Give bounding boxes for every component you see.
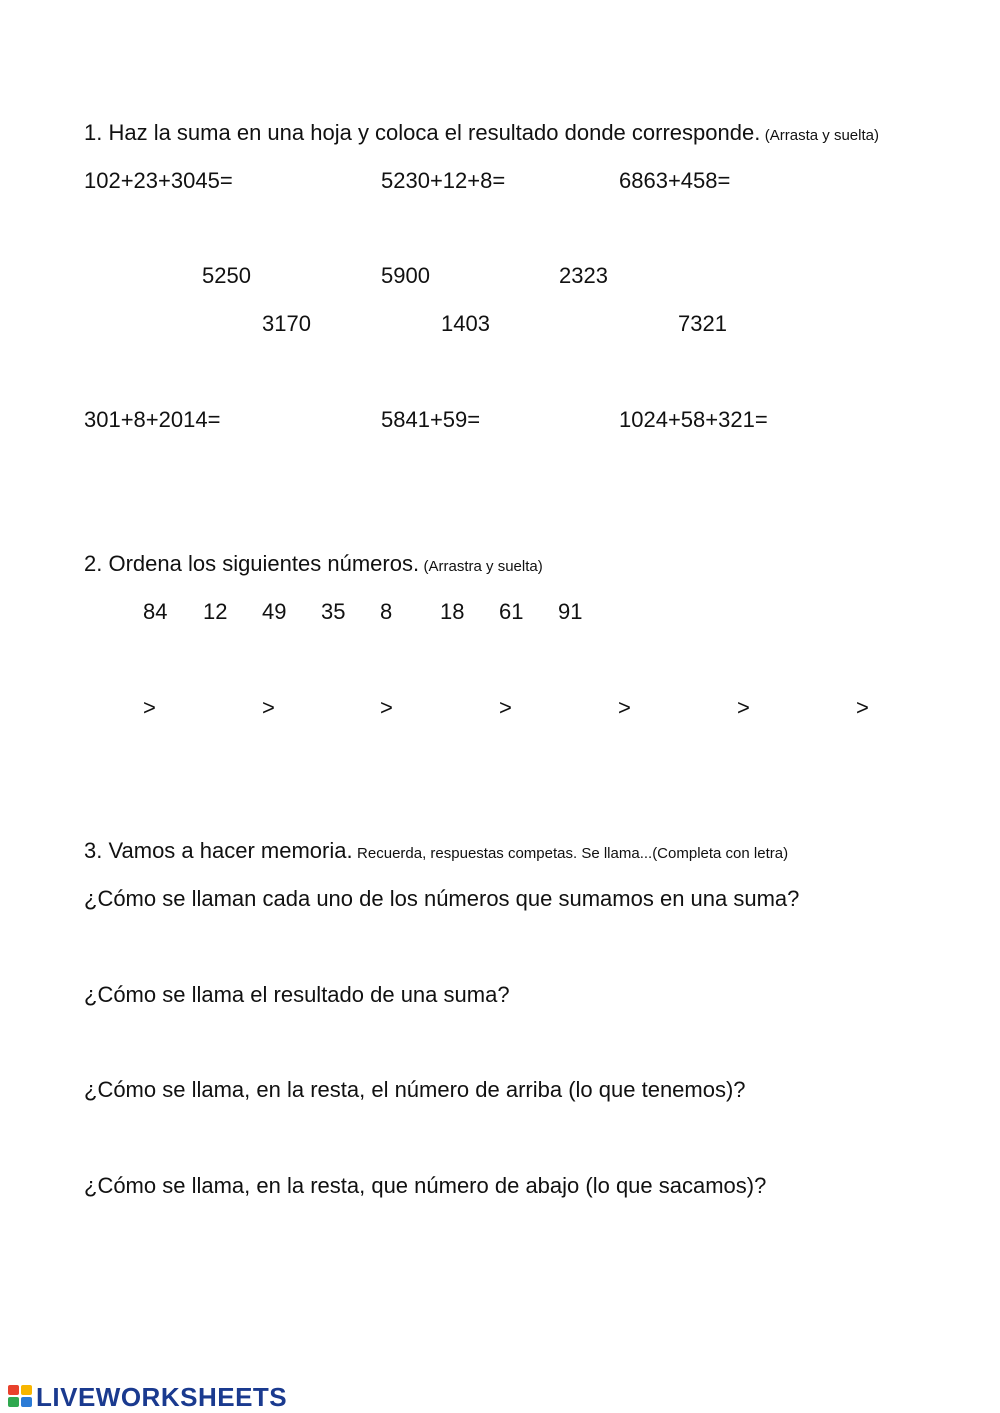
question-4: ¿Cómo se llama, en la resta, que número de abajo (lo que sacamos)?	[84, 1173, 767, 1198]
section-1-title: 1. Haz la suma en una hoja y coloca el resultado donde corresponde.	[84, 120, 761, 145]
logo-squares-icon	[8, 1385, 34, 1409]
brand-name: LIVEWORKSHEETS	[36, 1381, 288, 1412]
question-1: ¿Cómo se llaman cada uno de los números que sumamos en una suma?	[84, 886, 800, 911]
question-3: ¿Cómo se llama, en la resta, el número de arriba (lo que tenemos)?	[84, 1077, 746, 1102]
section-2-hint: (Arrastra y suelta)	[423, 558, 543, 575]
section-1-heading	[84, 122, 879, 144]
sum-6: 1024+58+321=	[619, 407, 768, 432]
answer-option[interactable]: 3170	[262, 311, 311, 336]
answer-option[interactable]: 1403	[441, 311, 490, 336]
answer-option[interactable]: 5250	[202, 263, 251, 288]
answer-option[interactable]: 5900	[381, 263, 430, 288]
answer-option[interactable]: 7321	[678, 311, 727, 336]
number-chip[interactable]: 12	[203, 599, 228, 624]
number-chip[interactable]: 49	[262, 599, 287, 624]
number-chip[interactable]: 35	[321, 599, 346, 624]
section-3-hint: Recuerda, respuestas competas. Se llama...(Completa con letra)	[357, 845, 789, 862]
liveworksheets-logo	[8, 1382, 287, 1412]
sum-3: 6863+458=	[619, 168, 731, 193]
number-chip[interactable]: 8	[380, 599, 393, 624]
sum-1: 102+23+3045=	[84, 168, 233, 193]
sum-2: 5230+12+8=	[381, 168, 506, 193]
greater-than-sign: >	[856, 695, 869, 720]
sum-5: 5841+59=	[381, 407, 481, 432]
section-2-title: 2. Ordena los siguientes números.	[84, 551, 420, 576]
number-chip[interactable]: 61	[499, 599, 524, 624]
greater-than-sign: >	[737, 695, 750, 720]
greater-than-sign: >	[618, 695, 631, 720]
sum-4: 301+8+2014=	[84, 407, 221, 432]
number-chip[interactable]: 84	[143, 599, 168, 624]
greater-than-sign: >	[262, 695, 275, 720]
question-2: ¿Cómo se llama el resultado de una suma?	[84, 982, 510, 1007]
section-3-title: 3. Vamos a hacer memoria.	[84, 838, 353, 863]
greater-than-sign: >	[143, 695, 156, 720]
greater-than-sign: >	[380, 695, 393, 720]
section-3-heading	[84, 840, 788, 862]
number-chip[interactable]: 18	[440, 599, 465, 624]
answer-option[interactable]: 2323	[559, 263, 608, 288]
greater-than-sign: >	[499, 695, 512, 720]
number-chip[interactable]: 91	[558, 599, 583, 624]
section-2-heading	[84, 553, 543, 575]
section-1-hint: (Arrasta y suelta)	[764, 127, 879, 144]
